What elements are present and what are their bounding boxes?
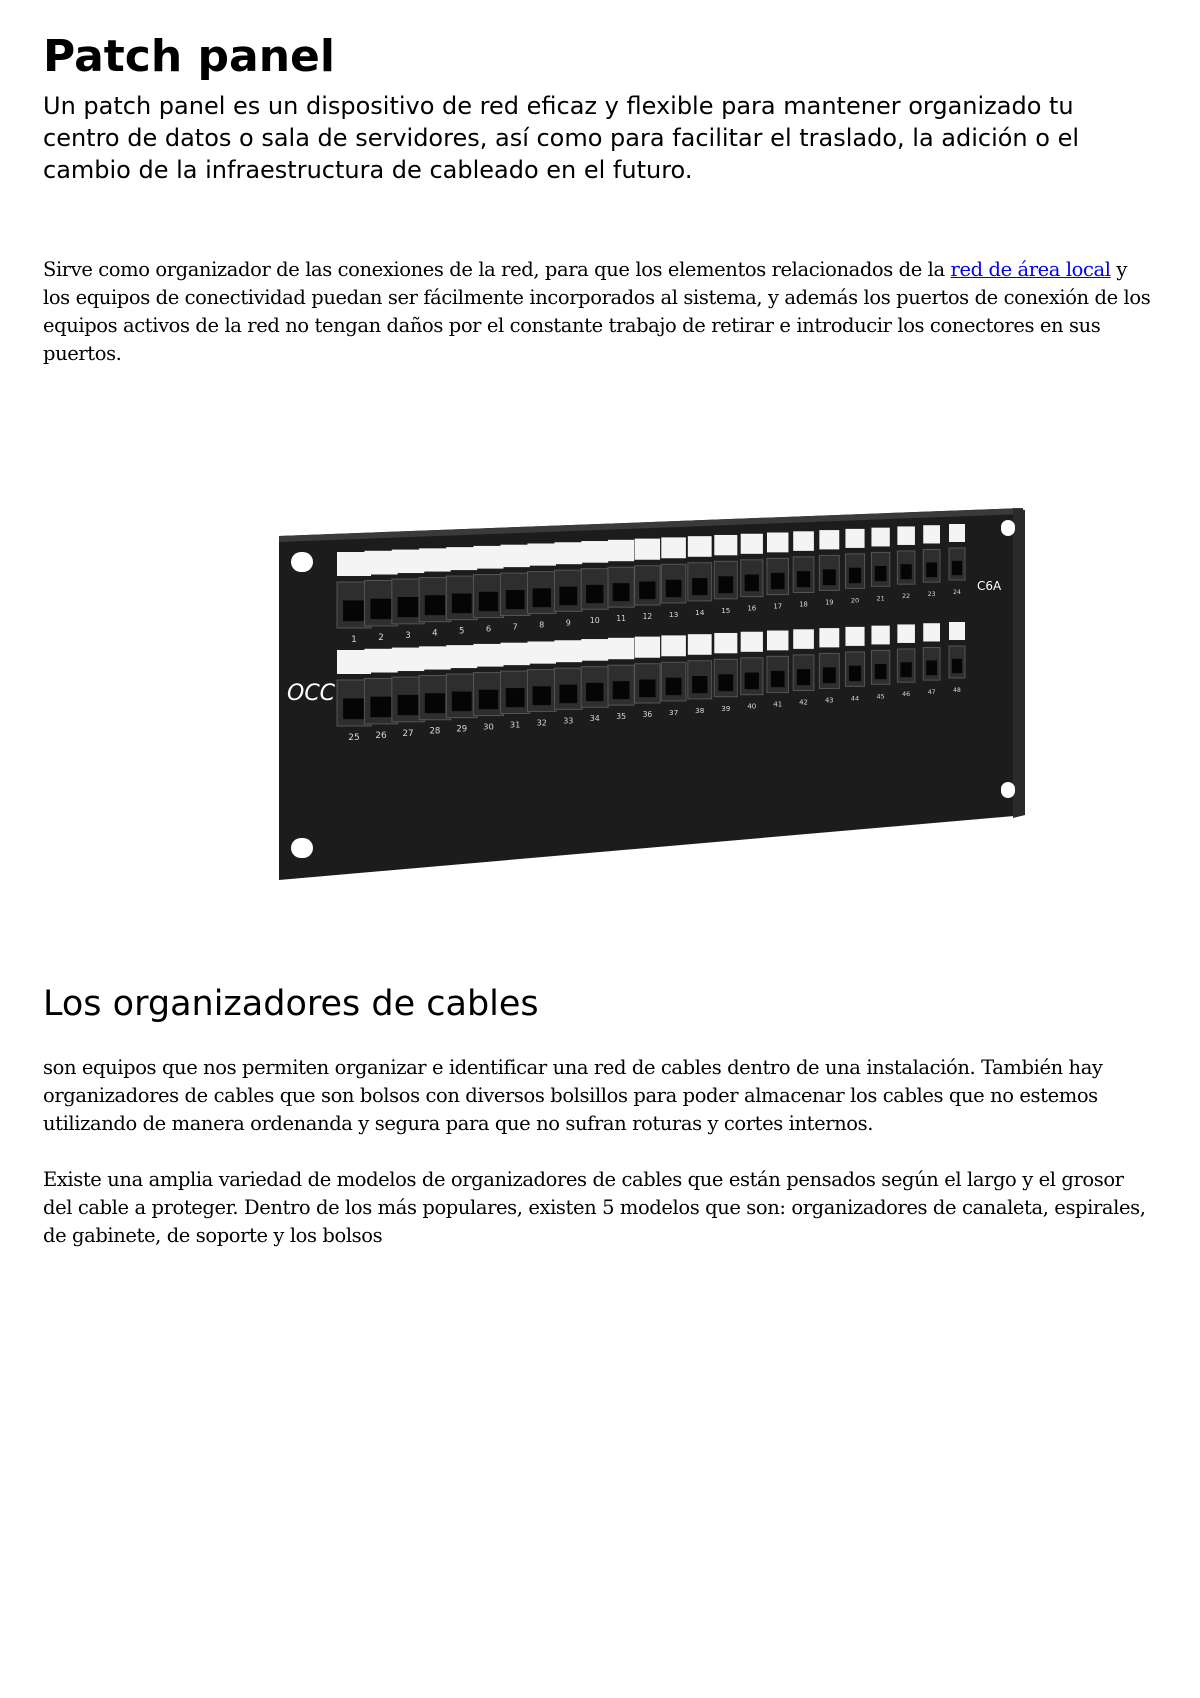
port-number: 18 (799, 600, 808, 609)
port-label-window (793, 629, 814, 649)
intro-text-end: y los equipos de conectividad puedan ser fácilmente incorporados al sistema, y además los puertos de conexión de los equipos activos de la red no tengan daños por el constante trabajo de retirar e introducir los conectores en sus puertos. (43, 258, 1151, 365)
rj45-port-opening (823, 667, 836, 683)
rj45-port-opening (343, 600, 365, 621)
port-label-window (819, 530, 839, 549)
port-number: 42 (799, 698, 808, 707)
port-label-window (661, 537, 686, 558)
rj45-port-opening (745, 575, 759, 592)
rj45-port-opening (425, 693, 445, 713)
port-number: 10 (589, 616, 600, 626)
port-number: 40 (747, 701, 757, 711)
port-number: 8 (539, 619, 545, 630)
port-label-window (473, 546, 503, 569)
rj45-port-opening (849, 666, 861, 681)
port-number: 30 (483, 721, 494, 732)
rj45-port-opening (823, 569, 836, 585)
rj45-port-opening (398, 597, 419, 617)
port-number: 6 (485, 623, 492, 634)
port-label-window (714, 633, 737, 653)
rj45-port-opening (452, 692, 472, 712)
patch-panel-illustration (273, 500, 1033, 885)
rj45-port-opening (533, 588, 551, 607)
section-paragraph-1: son equipos que nos permiten organizar e identificar una red de cables dentro de una instalación. También hay organizadores de cables que son bolsos con diversos bolsillos para poder almacenar los cables que no estemos utilizando de manera ordenanda y segura para que no sufran roturas y cortes internos. (43, 1056, 1103, 1135)
rj45-port-opening (797, 571, 810, 587)
port-number: 13 (668, 609, 679, 619)
port-label-window (793, 531, 814, 551)
model-mark: C6A (977, 579, 1002, 593)
rj45-port-opening (952, 659, 962, 673)
rj45-port-opening (771, 573, 785, 589)
port-number: 22 (902, 593, 911, 601)
rj45-port-opening (875, 566, 887, 581)
port-label-window (688, 634, 712, 655)
rj45-port-opening (370, 599, 391, 619)
port-number: 25 (348, 733, 360, 743)
port-number: 29 (456, 723, 468, 734)
port-label-window (949, 622, 965, 640)
port-label-window (446, 645, 477, 668)
rj45-port-opening (926, 661, 937, 676)
rj45-port-opening (718, 674, 733, 691)
port-number: 1 (351, 635, 357, 645)
rj45-port-opening (506, 688, 525, 707)
port-number: 11 (616, 614, 626, 624)
rj45-port-opening (692, 676, 707, 693)
page-title: Patch panel (43, 31, 335, 82)
port-number: 31 (509, 719, 521, 730)
rj45-port-opening (926, 563, 937, 578)
port-label-window (661, 635, 686, 656)
port-number: 2 (378, 632, 384, 643)
rj45-port-opening (718, 576, 733, 593)
rj45-port-opening (452, 594, 472, 614)
mount-hole-top-right (1001, 520, 1015, 536)
rj45-port-opening (559, 587, 577, 606)
rj45-port-opening (745, 673, 759, 690)
port-number: 7 (512, 621, 518, 632)
port-label-window (819, 628, 839, 647)
port-label-window (949, 524, 965, 542)
port-label-window (688, 536, 712, 557)
port-label-window (581, 541, 608, 563)
rj45-port-opening (771, 671, 785, 687)
intro-text-start: Sirve como organizador de las conexiones de la red, para que los elementos relacionados de la (43, 258, 951, 281)
port-number: 34 (589, 714, 600, 724)
port-label-window (767, 631, 788, 651)
local-area-network-link[interactable]: red de área local (950, 258, 1111, 281)
port-label-window (635, 539, 660, 560)
port-label-window (501, 643, 530, 665)
section-heading: Los organizadores de cables (43, 984, 539, 1024)
rj45-port-opening (901, 564, 912, 579)
port-number: 21 (876, 594, 885, 603)
port-label-window (608, 638, 634, 659)
brand-logo: OCC (287, 681, 336, 706)
port-number: 39 (721, 703, 731, 713)
port-number: 45 (876, 692, 885, 701)
page-subtitle: Un patch panel es un dispositivo de red eficaz y flexible para mantener organizado tu centro de datos o sala de servidores, así como para facilitar el traslado, la adición o el cambio de la infraestructura de cableado en el futuro. (43, 92, 1080, 184)
port-label-window (581, 639, 608, 661)
port-label-window (446, 547, 477, 570)
port-number: 12 (642, 612, 653, 622)
port-number: 19 (825, 598, 834, 607)
port-number: 23 (927, 591, 936, 599)
rj45-port-opening (666, 580, 682, 597)
port-number: 27 (402, 728, 414, 739)
port-number: 4 (432, 628, 438, 639)
patch-panel-image (273, 500, 1033, 885)
rj45-port-opening (586, 585, 603, 603)
port-label-window (897, 624, 915, 643)
rj45-port-opening (849, 568, 861, 583)
rj45-port-opening (586, 683, 603, 701)
rj45-port-opening (425, 595, 445, 615)
mount-hole-bottom-left (291, 838, 313, 858)
port-number: 26 (375, 730, 387, 741)
port-label-window (845, 627, 864, 646)
rj45-port-opening (613, 681, 630, 699)
port-number: 38 (695, 705, 705, 715)
port-number: 15 (721, 605, 731, 615)
port-label-window (527, 641, 556, 663)
rj45-port-opening (398, 695, 419, 715)
port-number: 36 (642, 710, 653, 720)
rj45-port-opening (559, 685, 577, 704)
rj45-port-opening (901, 662, 912, 677)
port-label-window (419, 646, 451, 669)
port-number: 20 (850, 596, 860, 605)
rj45-port-opening (797, 669, 810, 685)
port-number: 17 (773, 602, 783, 611)
port-number: 35 (616, 712, 626, 722)
port-number: 44 (850, 694, 860, 703)
mount-hole-bottom-right (1001, 782, 1015, 798)
intro-paragraph (43, 256, 1158, 368)
port-number: 16 (747, 603, 757, 613)
rj45-port-opening (613, 583, 630, 601)
panel-right-edge (1013, 508, 1025, 818)
port-label-window (923, 525, 940, 543)
port-label-window (473, 644, 503, 667)
rj45-port-opening (639, 581, 655, 599)
rj45-port-opening (692, 578, 707, 595)
port-label-window (501, 545, 530, 567)
port-number: 43 (825, 696, 834, 705)
port-label-window (554, 542, 582, 564)
port-number: 47 (927, 689, 936, 697)
port-label-window (741, 534, 763, 554)
port-number: 46 (902, 691, 911, 699)
port-label-window (419, 548, 451, 571)
port-number: 48 (953, 687, 961, 694)
port-number: 3 (405, 630, 411, 641)
port-label-window (554, 640, 582, 662)
port-number: 33 (563, 716, 574, 726)
rj45-port-opening (479, 690, 498, 709)
port-label-window (897, 526, 915, 545)
rj45-port-opening (506, 590, 525, 609)
port-number: 5 (459, 625, 465, 636)
port-label-window (767, 533, 788, 553)
rj45-port-opening (666, 678, 682, 695)
port-number: 37 (668, 707, 679, 717)
port-number: 41 (773, 700, 783, 709)
port-label-window (871, 626, 889, 645)
port-number: 24 (953, 589, 961, 596)
port-label-window (527, 543, 556, 565)
port-number: 9 (565, 618, 571, 628)
rj45-port-opening (343, 698, 365, 719)
port-label-window (845, 529, 864, 548)
rj45-port-opening (875, 664, 887, 679)
rj45-port-opening (639, 679, 655, 697)
rj45-port-opening (533, 686, 551, 705)
mount-hole-top-left (291, 552, 313, 572)
rj45-port-opening (479, 592, 498, 611)
rj45-port-opening (952, 561, 962, 575)
port-number: 14 (695, 607, 705, 617)
port-label-window (871, 528, 889, 547)
port-label-window (714, 535, 737, 555)
port-label-window (608, 540, 634, 561)
port-number: 28 (429, 726, 441, 737)
port-number: 32 (536, 717, 547, 728)
port-label-window (741, 632, 763, 652)
rj45-port-opening (370, 697, 391, 717)
port-label-window (635, 637, 660, 658)
section-paragraph-2: Existe una amplia variedad de modelos de organizadores de cables que están pensados según el largo y el grosor del cable a proteger. Dentro de los más populares, existen 5 modelos que son: organizadores de canaleta, espirales, de gabinete, de soporte y los bolsos (43, 1168, 1146, 1247)
port-label-window (923, 623, 940, 641)
